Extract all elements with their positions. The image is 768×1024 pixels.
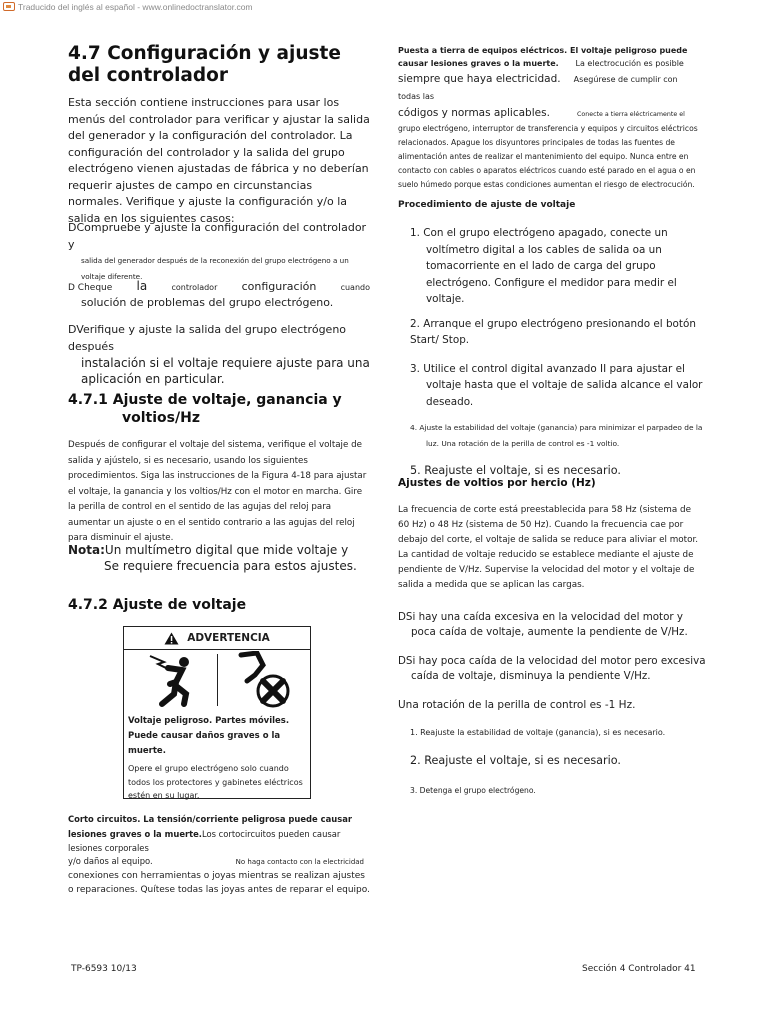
bullet-2-word-1: D Cheque (68, 283, 113, 293)
note-label: Nota: (68, 543, 105, 557)
translator-logo-icon (3, 2, 15, 11)
footer-doc-code: TP-6593 10/13 (71, 964, 137, 974)
procedure-steps (398, 225, 704, 479)
bullet-1-main: DCompruebe y ajuste la configuración del controlador y (68, 221, 367, 251)
vhz-heading: Ajustes de voltios por hercio (Hz) (398, 477, 596, 489)
bullet-3-cont: instalación si el voltaje requiere ajuste para una aplicación en particular. (81, 356, 370, 386)
warning-pictograms (124, 650, 310, 710)
grounding-small-1: La electrocución es posible (575, 59, 684, 68)
warning-text (124, 710, 310, 803)
bullet-2-word-3: controlador (171, 283, 218, 292)
warning-box (123, 626, 311, 799)
grounding-warning (398, 44, 702, 192)
procedure-step-3 (398, 361, 704, 411)
moving-parts-fan-icon (233, 651, 295, 709)
grounding-big-2: códigos y normas aplicables. (398, 107, 550, 119)
bullet-1-small: salida del generador después de la reconexión del grupo electrógeno a un voltaje diferente. (81, 256, 349, 281)
bullet-2-justified-line (68, 279, 370, 295)
short-circuit-warning (68, 812, 372, 897)
vhz-bullet-1: DSi hay una caída excesiva en la velocidad del motor y poca caída de voltaje, aumente la pendiente de V/Hz. (398, 611, 688, 638)
warning-bold-text: Voltaje peligroso. Partes móviles. Puede causar daños graves o la muerte. (128, 716, 290, 756)
procedure-step-2 (398, 316, 704, 349)
short-circuit-bold: Corto circuitos. La tensión/corriente peligrosa puede causar lesiones graves o la muerte. (68, 814, 352, 839)
section-4-7-title (68, 43, 368, 87)
bullet-2-word-4: configuración (241, 280, 317, 293)
bullet-2-word-5: cuando (340, 283, 370, 292)
translator-banner[interactable] (0, 0, 253, 13)
procedure-step-2-text: 2. Arranque el grupo electrógeno presionando el botón Start/ Stop. (410, 317, 696, 346)
vhz-bullet-2: DSi hay poca caída de la velocidad del motor pero excesiva caída de voltaje, disminuya la pendiente V/Hz. (398, 655, 706, 682)
final-step-2: 2. Reajuste el voltaje, si es necesario. (410, 754, 621, 767)
warning-header (124, 627, 310, 650)
warning-triangle-icon (164, 632, 179, 645)
final-step-3: 3. Detenga el grupo electrógeno. (410, 786, 536, 795)
grounding-small-2: Asegúrese de cumplir con todas las (398, 75, 678, 101)
bullet-3 (68, 322, 370, 387)
section-4-7-1-heading (68, 391, 368, 427)
short-circuit-line3: conexiones con herramientas o joyas mientras se realizan ajustes o reparaciones. Quítese todas las joyas antes de reparar el equipo. (68, 870, 370, 895)
procedure-step-4 (398, 420, 704, 451)
heading-4-7-1-line1: 4.7.1 Ajuste de voltaje, ganancia y (68, 392, 342, 408)
warning-header-text: ADVERTENCIA (187, 632, 270, 644)
note (68, 542, 370, 574)
short-circuit-line2b: No haga contacto con la electricidad (235, 857, 364, 866)
grounding-small-3: Conecte a tierra eléctricamente el (577, 111, 685, 118)
bullet-2-word-2: la (136, 279, 148, 293)
bullet-1 (68, 220, 370, 285)
warning-body-text: Opere el grupo electrógeno solo cuando todos los protectores y gabinetes eléctricos estén en su lugar. (128, 764, 303, 800)
note-line1: Un multímetro digital que mide voltaje y (104, 543, 349, 557)
procedure-step-1 (398, 225, 704, 308)
rotation-note: Una rotación de la perilla de control es -1 Hz. (398, 699, 636, 711)
intro-paragraph: Esta sección contiene instrucciones para usar los menús del controlador para verificar y ajustar la salida del generador y la configuración del controlador. La configuración del controlador y la salida del grupo electrógeno vienen ajustadas de fábrica y no deberían requerir ajustes de campo en circunstancias normales. Verifique y ajuste la configuración y/o la salida en los siguientes casos: (68, 96, 370, 225)
footer-page-label: Sección 4 Controlador 41 (582, 964, 696, 974)
procedure-step-1-text: 1. Con el grupo electrógeno apagado, conecte un voltímetro digital a los cables de salida oa un tomacorriente en el lado de carga del grupo electrógeno. Configure el medidor para medir el voltaje. (410, 227, 677, 305)
heading-4-7-2: 4.7.2 Ajuste de voltaje (68, 597, 247, 613)
procedure-heading: Procedimiento de ajuste de voltaje (398, 200, 576, 210)
bullet-2 (68, 279, 370, 312)
grounding-bold: Puesta a tierra de equipos eléctricos. El voltaje peligroso puede causar lesiones graves o la muerte. (398, 46, 688, 68)
procedure-step-5-text: 5. Reajuste el voltaje, si es necesario. (410, 464, 621, 477)
electric-shock-icon (140, 652, 200, 708)
grounding-big-1: siempre que haya electricidad. (398, 73, 561, 85)
procedure-step-4-text: 4. Ajuste la estabilidad del voltaje (ganancia) para minimizar el parpadeo de la luz. Una rotación de la perilla de control es -1 voltio. (410, 423, 703, 448)
bullet-3-main: DVerifique y ajuste la salida del grupo electrógeno después (68, 323, 347, 353)
note-line2: Se requiere frecuencia para estos ajustes. (104, 559, 357, 573)
paragraph-4-7-1: Después de configurar el voltaje del sistema, verifique el voltaje de salida y ajústelo, si es necesario, usando los siguientes procedimientos. Siga las instrucciones de la Figura 4-18 para ajustar el voltaje, la ganancia y los voltios/Hz con el motor en marcha. Gire la perilla de control en el sentido de las agujas del reloj para aumentar un ajuste o en el sentido contrario a las agujas del reloj para disminuir el ajuste. (68, 440, 367, 543)
procedure-step-3-text: 3. Utilice el control digital avanzado II para ajustar el voltaje hasta que el voltaje de salida alcance el valor deseado. (410, 362, 703, 408)
moving-parts-pictogram (218, 650, 311, 710)
banner-text[interactable]: Traducido del inglés al español - www.onlinedoctranslator.com (18, 1, 253, 12)
heading-4-7-1-line2: voltios/Hz (122, 410, 200, 426)
grounding-rest: grupo electrógeno, interruptor de transferencia y equipos y circuitos eléctricos relacionados. Apague los disyuntores principales de todas las fuentes de alimentación antes de realizar el mantenimiento del equipo. Nunca entre en contacto con cables o aparatos eléctricos cuando esté parado en el agua o en suelo húmedo porque estas condiciones aumentan el riesgo de electrocución. (398, 124, 698, 189)
short-circuit-line2 (68, 856, 372, 869)
short-circuit-rest: Los cortocircuitos pueden causar lesiones corporales (68, 828, 341, 853)
final-step-1: 1. Reajuste la estabilidad de voltaje (ganancia), si es necesario. (410, 728, 666, 737)
electric-shock-pictogram (124, 650, 217, 710)
short-circuit-line2a: y/o daños al equipo. (68, 855, 153, 866)
page-title: 4.7 Configuración y ajuste del controlador (68, 43, 341, 86)
bullet-2-cont: solución de problemas del grupo electrógeno. (81, 296, 334, 309)
vhz-paragraph: La frecuencia de corte está preestablecida para 58 Hz (sistema de 60 Hz) o 48 Hz (sistema de 50 Hz). Cuando la frecuencia cae por debajo del corte, el voltaje de salida se reduce para aliviar el motor. La cantidad de voltaje reducido se establece mediante el ajuste de pendiente de V/Hz. Supervise la velocidad del motor y el voltaje de salida a medida que se aplican las cargas. (398, 505, 699, 590)
